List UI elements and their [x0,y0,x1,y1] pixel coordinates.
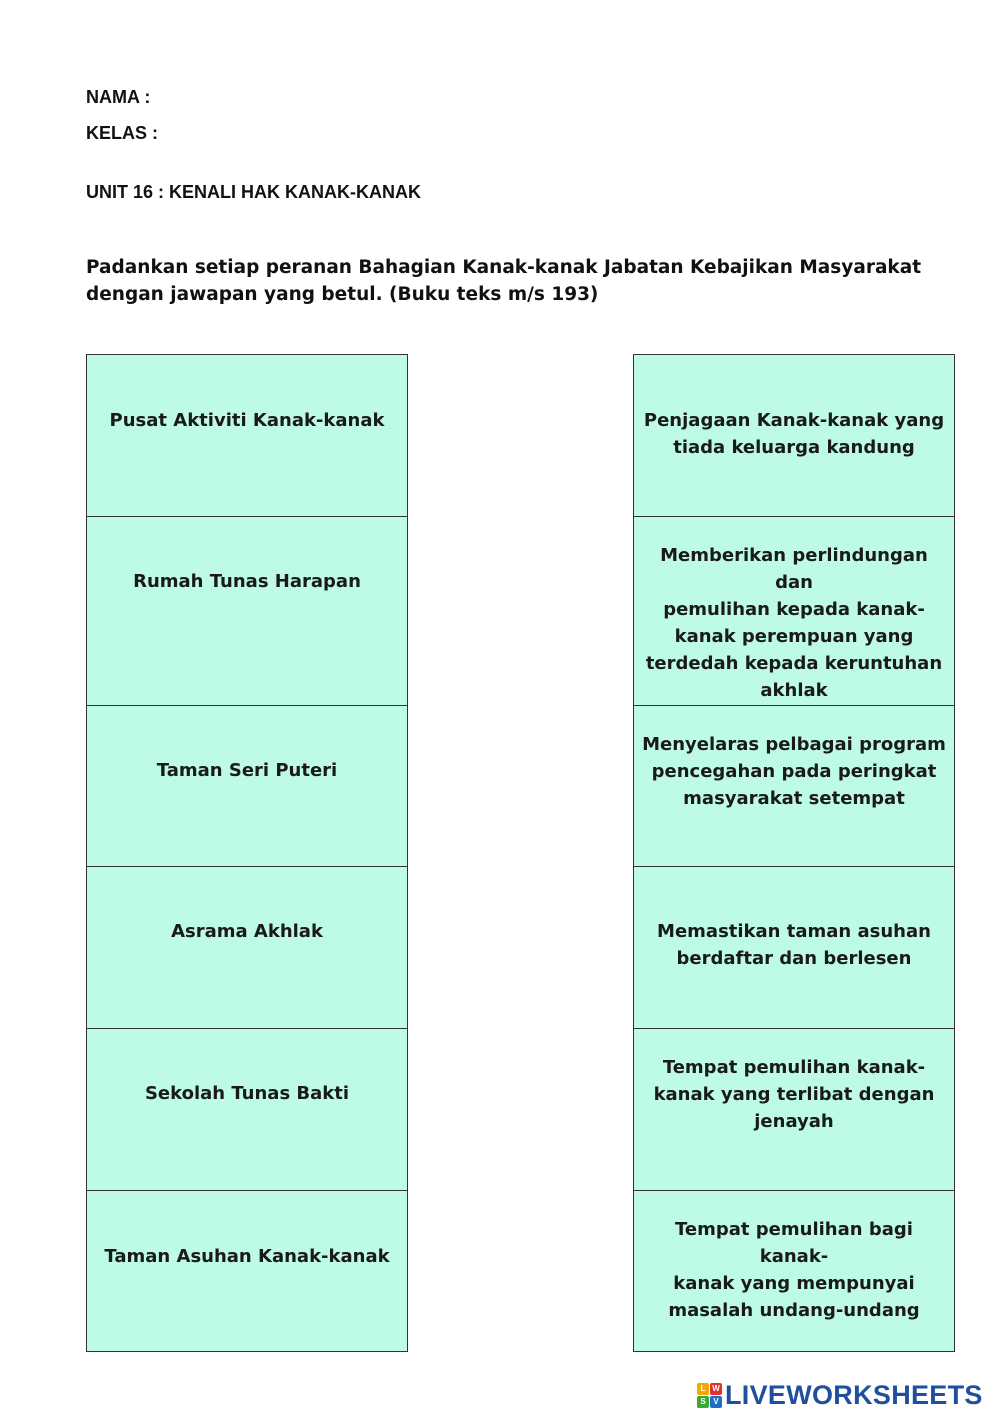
left-item-3[interactable] [87,705,407,866]
instruction-text [86,254,946,308]
right-item-line: Memastikan taman asuhan [657,921,931,942]
logo-tile: W [710,1383,722,1395]
left-item-text [157,757,337,866]
left-item-line: Taman Seri Puteri [156,760,338,781]
right-item-line: Menyelaras pelbagai program [642,734,946,755]
class-label: KELAS : [86,123,158,143]
left-item-1[interactable] [87,355,407,516]
left-item-text [145,1080,349,1190]
right-item-text [654,1054,935,1190]
left-item-2[interactable] [87,516,407,705]
left-item-line: Sekolah Tunas Bakti [144,1083,350,1104]
left-item-text [110,407,385,516]
left-item-line: Asrama Akhlak [171,921,323,942]
left-item-6[interactable] [87,1190,407,1351]
right-item-text [644,407,944,516]
left-item-text [133,568,361,705]
instruction-line-1: Padankan setiap peranan Bahagian Kanak-kanak Jabatan Kebajikan Masyarakat [86,257,922,278]
logo-tile: S [697,1396,709,1408]
right-item-line: pencegahan pada peringkat [651,761,937,782]
right-item-line: masyarakat setempat [683,788,905,809]
right-item-line: tiada keluarga kandung [673,437,915,458]
left-item-text [171,918,323,1028]
right-item-line: berdaftar dan berlesen [676,948,912,969]
left-item-text [104,1243,389,1351]
right-item-text [642,731,946,866]
logo-tiles-icon [697,1383,722,1408]
left-item-5[interactable] [87,1028,407,1190]
right-item-line: kanak perempuan yang [674,626,914,647]
left-item-4[interactable] [87,866,407,1028]
right-item-line: Penjagaan Kanak-kanak yang [643,410,945,431]
logo-tile: V [710,1396,722,1408]
right-item-line: kanak yang mempunyai [673,1273,915,1294]
right-item-line: Tempat pemulihan kanak- [662,1057,926,1078]
right-item-line: akhlak [760,680,828,701]
instruction-line-2: dengan jawapan yang betul. (Buku teks m/s 193) [86,284,599,305]
right-item-6[interactable] [634,1190,954,1351]
right-item-line: Memberikan perlindungan dan [660,545,928,593]
right-item-2[interactable] [634,516,954,705]
right-item-text [642,542,946,705]
left-item-line: Rumah Tunas Harapan [133,571,361,592]
liveworksheets-logo [697,1378,983,1412]
name-label: NAMA : [86,87,151,107]
right-item-line: Tempat pemulihan bagi kanak- [675,1219,913,1267]
right-item-line: terdedah kepada keruntuhan [645,653,943,674]
logo-text: LIVEWORKSHEETS [725,1379,983,1410]
right-item-1[interactable] [634,355,954,516]
right-matching-column [633,354,955,1352]
right-item-text [642,1216,946,1351]
right-item-line: pemulihan kepada kanak- [663,599,925,620]
right-item-5[interactable] [634,1028,954,1190]
right-item-line: jenayah [754,1111,834,1132]
right-item-4[interactable] [634,866,954,1028]
unit-title: UNIT 16 : KENALI HAK KANAK-KANAK [86,182,421,202]
left-item-line: Pusat Aktiviti Kanak-kanak [109,410,385,431]
logo-tile: L [697,1383,709,1395]
right-item-3[interactable] [634,705,954,866]
left-item-line: Taman Asuhan Kanak-kanak [104,1246,390,1267]
right-item-line: kanak yang terlibat dengan [653,1084,935,1105]
left-matching-column [86,354,408,1352]
right-item-line: masalah undang-undang [668,1300,920,1321]
right-item-text [657,918,931,1028]
